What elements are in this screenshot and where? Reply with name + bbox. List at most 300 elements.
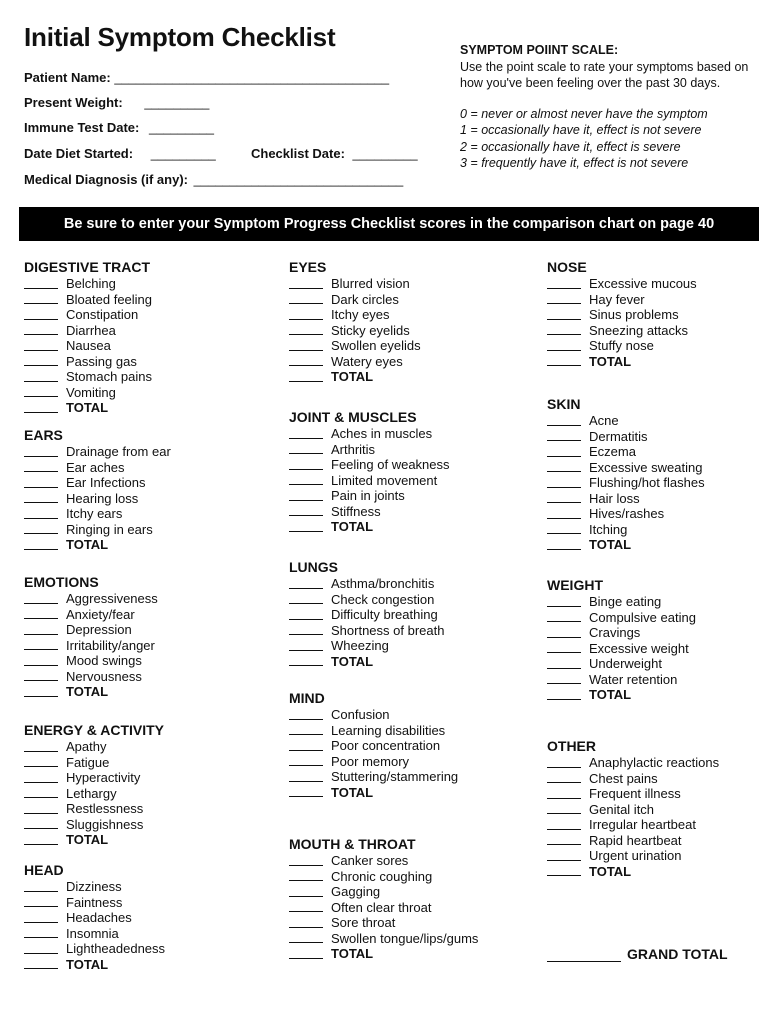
symptom-label: Feeling of weakness xyxy=(331,457,450,472)
immune-test-date-label: Immune Test Date: xyxy=(24,120,140,135)
symptom-row[interactable] xyxy=(289,338,421,354)
section-title: MIND xyxy=(289,690,325,706)
symptom-label: Canker sores xyxy=(331,853,409,868)
symptom-label: Ear Infections xyxy=(66,475,146,490)
section-head xyxy=(24,862,165,972)
total-row[interactable] xyxy=(547,537,705,553)
score-blank[interactable] xyxy=(24,356,58,366)
score-blank[interactable] xyxy=(289,522,323,532)
score-blank[interactable] xyxy=(289,772,323,782)
score-blank[interactable] xyxy=(289,918,323,928)
section-title: HEAD xyxy=(24,862,64,878)
symptom-label: Excessive weight xyxy=(589,640,689,656)
section-title: ENERGY & ACTIVITY xyxy=(24,722,165,738)
section-title: SKIN xyxy=(547,396,581,412)
symptom-row[interactable] xyxy=(289,592,444,608)
symptom-label: Dizziness xyxy=(66,879,122,894)
score-blank[interactable] xyxy=(547,674,581,684)
patient-name-blank[interactable]: ______________________________________ xyxy=(114,70,390,85)
symptom-row[interactable] xyxy=(547,491,705,507)
symptom-label: Watery eyes xyxy=(331,353,403,369)
symptom-label: Ear aches xyxy=(66,459,125,475)
symptom-label: Blurred vision xyxy=(331,276,410,291)
symptom-row[interactable] xyxy=(289,292,421,308)
score-blank[interactable] xyxy=(24,944,58,954)
score-blank[interactable] xyxy=(547,478,581,488)
score-blank[interactable] xyxy=(24,478,58,488)
score-blank[interactable] xyxy=(24,310,58,320)
symptom-row[interactable] xyxy=(547,641,696,657)
score-blank[interactable] xyxy=(547,279,581,289)
symptom-row[interactable] xyxy=(289,354,421,370)
score-blank[interactable] xyxy=(547,628,581,638)
symptom-label: Chronic coughing xyxy=(331,868,433,884)
symptom-row[interactable] xyxy=(547,755,719,771)
score-blank[interactable] xyxy=(24,387,58,397)
symptom-row[interactable] xyxy=(547,833,719,849)
date-diet-started-label: Date Diet Started: xyxy=(24,146,134,161)
date-diet-started-blank[interactable]: _________ xyxy=(150,146,216,161)
symptom-row[interactable] xyxy=(289,426,450,442)
score-blank[interactable] xyxy=(547,416,581,426)
score-blank[interactable] xyxy=(24,625,58,635)
symptom-row[interactable] xyxy=(289,723,458,739)
score-blank[interactable] xyxy=(24,540,58,550)
section-mind xyxy=(289,690,458,800)
score-blank[interactable] xyxy=(24,279,58,289)
symptom-row[interactable] xyxy=(24,323,152,339)
symptom-label: Stuffy nose xyxy=(589,338,654,353)
score-blank[interactable] xyxy=(289,949,323,959)
section-title: WEIGHT xyxy=(547,577,603,593)
total-row[interactable] xyxy=(24,832,164,848)
date-diet-started-field[interactable] xyxy=(24,146,216,161)
symptom-row[interactable] xyxy=(24,338,152,354)
medical-diagnosis-field[interactable] xyxy=(24,172,403,187)
symptom-row[interactable] xyxy=(289,276,421,292)
symptom-label: Eczema xyxy=(589,444,636,459)
symptom-row[interactable] xyxy=(289,931,478,947)
symptom-label: Shortness of breath xyxy=(331,622,445,638)
section-title: MOUTH & THROAT xyxy=(289,836,416,852)
total-row[interactable] xyxy=(547,864,719,880)
score-blank[interactable] xyxy=(547,820,581,830)
symptom-row[interactable] xyxy=(547,786,719,802)
score-blank[interactable] xyxy=(24,509,58,519)
symptom-scale xyxy=(460,42,750,172)
score-blank[interactable] xyxy=(24,609,58,619)
symptom-row[interactable] xyxy=(547,506,705,522)
symptom-row[interactable] xyxy=(289,488,450,504)
symptom-row[interactable] xyxy=(24,622,158,638)
score-blank[interactable] xyxy=(24,671,58,681)
symptom-row[interactable] xyxy=(547,429,705,445)
score-blank[interactable] xyxy=(547,431,581,441)
symptom-row[interactable] xyxy=(24,926,165,942)
score-blank[interactable] xyxy=(289,641,323,651)
symptom-row[interactable] xyxy=(24,669,158,685)
symptom-row[interactable] xyxy=(24,941,165,957)
section-title: DIGESTIVE TRACT xyxy=(24,259,151,275)
score-blank[interactable] xyxy=(24,325,58,335)
symptom-row[interactable] xyxy=(289,900,478,916)
present-weight-field[interactable] xyxy=(24,95,209,110)
total-row[interactable] xyxy=(289,946,478,962)
score-blank[interactable] xyxy=(547,447,581,457)
score-blank[interactable] xyxy=(289,491,323,501)
score-blank[interactable] xyxy=(547,325,581,335)
symptom-label: Asthma/bronchitis xyxy=(331,576,435,591)
symptom-label: Sneezing attacks xyxy=(589,322,689,338)
total-row[interactable] xyxy=(24,684,158,700)
score-blank[interactable] xyxy=(289,444,323,454)
score-blank[interactable] xyxy=(24,897,58,907)
score-blank[interactable] xyxy=(547,659,581,669)
score-blank[interactable] xyxy=(289,625,323,635)
symptom-label: Irritability/anger xyxy=(66,637,155,653)
symptom-label: Dermatitis xyxy=(589,428,648,444)
present-weight-label: Present Weight: xyxy=(24,95,123,110)
symptom-label: Check congestion xyxy=(331,591,435,607)
symptom-label: Swollen tongue/lips/gums xyxy=(331,930,479,946)
symptom-label: Depression xyxy=(66,622,132,637)
total-label: TOTAL xyxy=(66,684,109,699)
score-blank[interactable] xyxy=(289,429,323,439)
symptom-row[interactable] xyxy=(24,895,165,911)
score-blank[interactable] xyxy=(547,789,581,799)
symptom-label: Nervousness xyxy=(66,668,142,684)
symptom-label: Chest pains xyxy=(589,770,658,786)
score-blank[interactable] xyxy=(24,447,58,457)
symptom-row[interactable] xyxy=(24,801,164,817)
score-blank[interactable] xyxy=(547,851,581,861)
symptom-row[interactable] xyxy=(24,755,164,771)
symptom-row[interactable] xyxy=(289,638,444,654)
score-blank[interactable] xyxy=(289,372,323,382)
symptom-row[interactable] xyxy=(289,853,478,869)
section-energy xyxy=(24,722,164,848)
score-blank[interactable] xyxy=(24,788,58,798)
symptom-row[interactable] xyxy=(289,754,458,770)
symptom-label: Aggressiveness xyxy=(66,591,158,606)
score-blank[interactable] xyxy=(24,835,58,845)
score-blank[interactable] xyxy=(547,690,581,700)
section-other xyxy=(547,738,719,879)
symptom-row[interactable] xyxy=(289,504,450,520)
score-blank[interactable] xyxy=(289,310,323,320)
symptom-label: Genital itch xyxy=(589,801,655,817)
symptom-label: Flushing/hot flashes xyxy=(589,475,705,490)
score-blank[interactable] xyxy=(24,757,58,767)
symptom-label: Hyperactivity xyxy=(66,770,141,785)
score-blank[interactable] xyxy=(289,902,323,912)
symptom-label: Poor memory xyxy=(331,753,410,769)
score-blank[interactable] xyxy=(24,804,58,814)
symptom-label: Limited movement xyxy=(331,472,438,488)
symptom-row[interactable] xyxy=(24,506,171,522)
symptom-label: Aches in muscles xyxy=(331,426,433,441)
score-blank[interactable] xyxy=(289,710,323,720)
score-blank[interactable] xyxy=(24,656,58,666)
score-blank[interactable] xyxy=(547,310,581,320)
score-blank[interactable] xyxy=(289,871,323,881)
checklist-date-blank[interactable]: _________ xyxy=(352,146,418,161)
instruction-banner: Be sure to enter your Symptom Progress Checklist scores in the comparison chart on page 40 xyxy=(19,207,759,241)
symptom-label: Excessive sweating xyxy=(589,459,703,475)
score-blank[interactable] xyxy=(289,594,323,604)
symptom-row[interactable] xyxy=(547,802,719,818)
symptom-row[interactable] xyxy=(547,817,719,833)
total-row[interactable] xyxy=(289,654,444,670)
section-emotions xyxy=(24,574,158,700)
score-blank[interactable] xyxy=(24,928,58,938)
total-row[interactable] xyxy=(547,687,696,703)
symptom-row[interactable] xyxy=(24,444,171,460)
symptom-row[interactable] xyxy=(24,307,152,323)
symptom-label: Binge eating xyxy=(589,594,662,609)
total-label: TOTAL xyxy=(331,369,374,384)
symptom-row[interactable] xyxy=(24,385,152,401)
score-blank[interactable] xyxy=(24,742,58,752)
total-row[interactable] xyxy=(24,400,152,416)
symptom-row[interactable] xyxy=(547,413,705,429)
symptom-row[interactable] xyxy=(24,910,165,926)
symptom-label: Lightheadedness xyxy=(66,941,166,956)
score-blank[interactable] xyxy=(547,866,581,876)
symptom-row[interactable] xyxy=(24,653,158,669)
symptom-row[interactable] xyxy=(24,591,158,607)
symptom-row[interactable] xyxy=(24,607,158,623)
present-weight-blank[interactable]: _________ xyxy=(144,95,210,110)
symptom-row[interactable] xyxy=(547,475,705,491)
symptom-row[interactable] xyxy=(289,769,458,785)
score-blank[interactable] xyxy=(547,835,581,845)
symptom-row[interactable] xyxy=(547,594,696,610)
score-blank[interactable] xyxy=(24,882,58,892)
score-blank[interactable] xyxy=(24,687,58,697)
symptom-row[interactable] xyxy=(547,338,697,354)
symptom-label: Belching xyxy=(66,276,116,291)
medical-diagnosis-blank[interactable]: _____________________________ xyxy=(193,172,404,187)
total-row[interactable] xyxy=(289,369,421,385)
symptom-row[interactable] xyxy=(24,879,165,895)
score-blank[interactable] xyxy=(547,758,581,768)
score-blank[interactable] xyxy=(24,493,58,503)
score-blank[interactable] xyxy=(289,756,323,766)
score-blank[interactable] xyxy=(24,341,58,351)
symptom-label: Hives/rashes xyxy=(589,506,665,521)
symptom-row[interactable] xyxy=(547,625,696,641)
patient-name-label: Patient Name: xyxy=(24,70,111,85)
symptom-row[interactable] xyxy=(547,848,719,864)
symptom-row[interactable] xyxy=(547,292,697,308)
symptom-row[interactable] xyxy=(547,672,696,688)
symptom-label: Constipation xyxy=(66,307,139,322)
symptom-row[interactable] xyxy=(24,369,152,385)
symptom-label: Irregular heartbeat xyxy=(589,817,696,832)
score-blank[interactable] xyxy=(547,294,581,304)
total-row[interactable] xyxy=(289,519,450,535)
immune-test-date-blank[interactable]: _________ xyxy=(148,120,215,135)
score-blank[interactable] xyxy=(289,856,323,866)
symptom-label: Compulsive eating xyxy=(589,609,696,625)
section-title: LUNGS xyxy=(289,559,338,575)
symptom-label: Stiffness xyxy=(331,503,381,519)
symptom-label: Swollen eyelids xyxy=(331,338,421,353)
score-blank[interactable] xyxy=(289,279,323,289)
score-blank[interactable] xyxy=(547,524,581,534)
score-blank[interactable] xyxy=(24,294,58,304)
section-title: EYES xyxy=(289,259,327,275)
symptom-row[interactable] xyxy=(547,460,705,476)
symptom-label: Difficulty breathing xyxy=(331,607,438,622)
score-blank[interactable] xyxy=(289,506,323,516)
score-blank[interactable] xyxy=(547,612,581,622)
symptom-row[interactable] xyxy=(24,786,164,802)
score-blank[interactable] xyxy=(547,356,581,366)
score-blank[interactable] xyxy=(289,933,323,943)
symptom-label: Underweight xyxy=(589,656,662,671)
symptom-row[interactable] xyxy=(289,884,478,900)
symptom-row[interactable] xyxy=(547,656,696,672)
symptom-row[interactable] xyxy=(24,354,152,370)
symptom-row[interactable] xyxy=(547,610,696,626)
symptom-label: Arthritis xyxy=(331,441,376,457)
symptom-row[interactable] xyxy=(289,323,421,339)
score-blank[interactable] xyxy=(289,610,323,620)
symptom-row[interactable] xyxy=(547,444,705,460)
symptom-row[interactable] xyxy=(24,475,171,491)
score-blank[interactable] xyxy=(289,725,323,735)
score-blank[interactable] xyxy=(289,294,323,304)
score-blank[interactable] xyxy=(289,741,323,751)
score-blank[interactable] xyxy=(289,325,323,335)
section-lungs xyxy=(289,559,444,669)
symptom-label: Lethargy xyxy=(66,785,117,801)
symptom-label: Stuttering/stammering xyxy=(331,769,459,784)
score-blank[interactable] xyxy=(24,524,58,534)
score-blank[interactable] xyxy=(24,640,58,650)
symptom-row[interactable] xyxy=(24,491,171,507)
symptom-label: Cravings xyxy=(589,625,641,640)
symptom-row[interactable] xyxy=(289,707,458,723)
symptom-label: Often clear throat xyxy=(331,899,432,915)
grand-total-blank[interactable] xyxy=(547,948,621,962)
score-blank[interactable] xyxy=(547,341,581,351)
checklist-date-field[interactable] xyxy=(251,146,418,161)
patient-name-field[interactable] xyxy=(24,70,389,85)
symptom-row[interactable] xyxy=(24,522,171,538)
symptom-row[interactable] xyxy=(24,276,152,292)
score-blank[interactable] xyxy=(289,579,323,589)
total-label: TOTAL xyxy=(589,353,632,369)
score-blank[interactable] xyxy=(24,959,58,969)
symptom-row[interactable] xyxy=(24,739,164,755)
total-label: TOTAL xyxy=(589,863,632,879)
symptom-label: Itchy eyes xyxy=(331,307,390,322)
symptom-label: Hay fever xyxy=(589,291,645,307)
total-row[interactable] xyxy=(547,354,697,370)
symptom-row[interactable] xyxy=(289,473,450,489)
score-blank[interactable] xyxy=(289,475,323,485)
total-row[interactable] xyxy=(24,537,171,553)
symptom-row[interactable] xyxy=(547,522,705,538)
symptom-row[interactable] xyxy=(289,915,478,931)
symptom-row[interactable] xyxy=(289,623,444,639)
symptom-row[interactable] xyxy=(24,460,171,476)
symptom-row[interactable] xyxy=(289,307,421,323)
symptom-row[interactable] xyxy=(547,323,697,339)
symptom-row[interactable] xyxy=(289,869,478,885)
total-row[interactable] xyxy=(24,957,165,973)
score-blank[interactable] xyxy=(547,540,581,550)
symptom-row[interactable] xyxy=(289,738,458,754)
symptom-label: Dark circles xyxy=(331,291,399,307)
score-blank[interactable] xyxy=(547,643,581,653)
score-blank[interactable] xyxy=(24,819,58,829)
symptom-label: Faintness xyxy=(66,894,123,910)
section-nose xyxy=(547,259,697,369)
score-blank[interactable] xyxy=(289,656,323,666)
total-label: TOTAL xyxy=(331,519,374,534)
score-blank[interactable] xyxy=(547,804,581,814)
score-blank[interactable] xyxy=(24,913,58,923)
score-blank[interactable] xyxy=(547,462,581,472)
symptom-label: Sinus problems xyxy=(589,307,679,322)
symptom-row[interactable] xyxy=(547,307,697,323)
score-blank[interactable] xyxy=(24,403,58,413)
score-blank[interactable] xyxy=(24,372,58,382)
symptom-row[interactable] xyxy=(289,442,450,458)
symptom-row[interactable] xyxy=(547,771,719,787)
score-blank[interactable] xyxy=(289,887,323,897)
symptom-row[interactable] xyxy=(24,638,158,654)
score-blank[interactable] xyxy=(289,356,323,366)
total-label: TOTAL xyxy=(331,946,374,961)
symptom-row[interactable] xyxy=(289,576,444,592)
checklist-date-label: Checklist Date: xyxy=(251,146,345,161)
symptom-row[interactable] xyxy=(24,292,152,308)
score-blank[interactable] xyxy=(547,773,581,783)
score-blank[interactable] xyxy=(289,460,323,470)
total-row[interactable] xyxy=(289,785,458,801)
section-digestive xyxy=(24,259,152,416)
score-blank[interactable] xyxy=(24,594,58,604)
symptom-label: Hearing loss xyxy=(66,490,139,506)
symptom-row[interactable] xyxy=(547,276,697,292)
score-blank[interactable] xyxy=(24,773,58,783)
section-weight xyxy=(547,577,696,703)
symptom-label: Wheezing xyxy=(331,638,389,653)
score-blank[interactable] xyxy=(547,493,581,503)
symptom-row[interactable] xyxy=(289,457,450,473)
score-blank[interactable] xyxy=(547,509,581,519)
score-blank[interactable] xyxy=(289,787,323,797)
score-blank[interactable] xyxy=(24,462,58,472)
symptom-row[interactable] xyxy=(24,770,164,786)
symptom-row[interactable] xyxy=(24,817,164,833)
symptom-label: Diarrhea xyxy=(66,322,116,338)
symptom-label: Stomach pains xyxy=(66,369,152,384)
symptom-label: Excessive mucous xyxy=(589,276,697,291)
score-blank[interactable] xyxy=(547,597,581,607)
score-blank[interactable] xyxy=(289,341,323,351)
symptom-label: Sluggishness xyxy=(66,816,144,832)
symptom-row[interactable] xyxy=(289,607,444,623)
section-skin xyxy=(547,396,705,553)
symptom-label: Anxiety/fear xyxy=(66,606,135,622)
immune-test-date-field[interactable] xyxy=(24,120,214,135)
